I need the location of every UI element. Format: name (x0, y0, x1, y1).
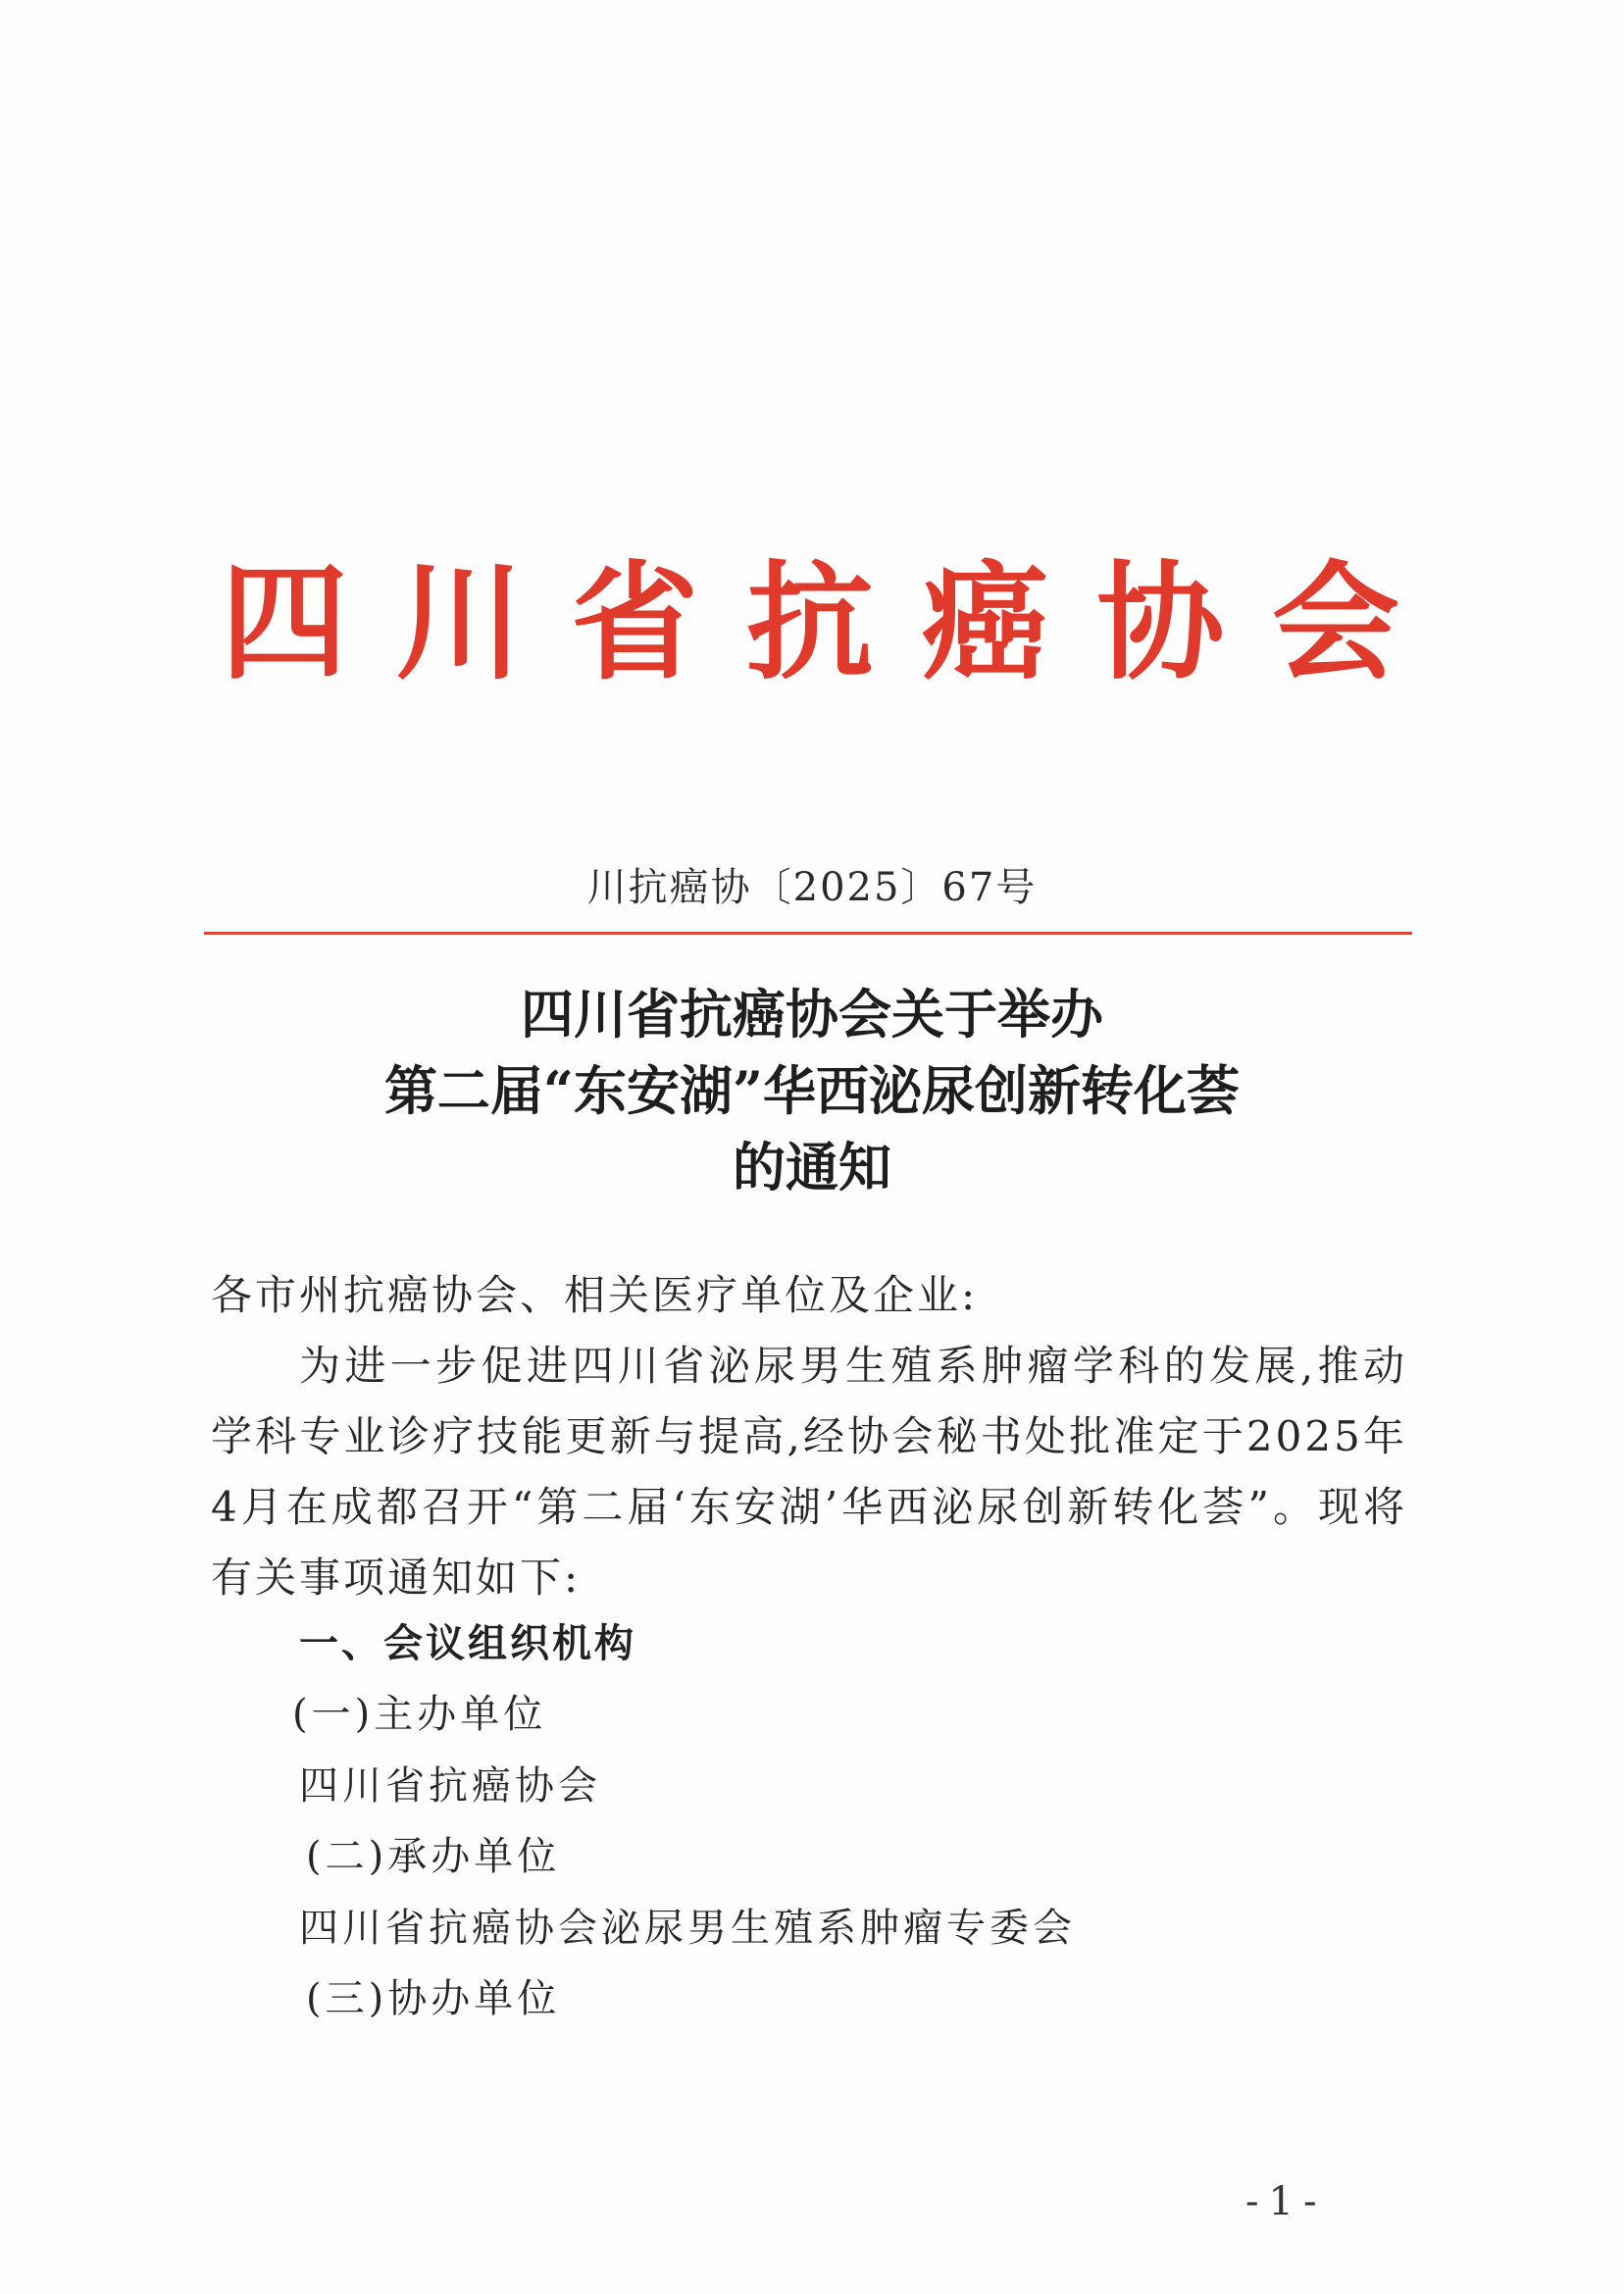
salutation: 各市州抗癌协会、相关医疗单位及企业: (211, 1271, 979, 1319)
co-organizer-label: (三)协办单位 (306, 1976, 561, 2021)
title-line-3: 的通知 (733, 1136, 891, 1198)
intro-paragraph: 为进一步促进四川省泌尿男生殖系肿瘤学科的发展,推动学科专业诊疗技能更新与提高,经协会秘书处批准定于2025年4月在成都召开“第二届‘东安湖’华西泌尿创新转化荟”。现将有关事项通知如下: (211, 1342, 1407, 1602)
title-line-2: 第二届“东安湖”华西泌尿创新转化荟 (383, 1059, 1241, 1122)
organizer-label: (一)主办单位 (292, 1692, 547, 1737)
document-title (0, 976, 1624, 1205)
title-line-1: 四川省抗癌协会关于举办 (521, 983, 1103, 1045)
red-divider-line (204, 932, 1412, 935)
undertaker-label: (二)承办单位 (306, 1834, 561, 1879)
section-heading-organization: 一、会议组织机构 (299, 1621, 636, 1666)
page-number: -1- (1245, 2179, 1327, 2224)
organizer-value: 四川省抗癌协会 (299, 1763, 601, 1809)
letterhead-org-name: 四川省抗癌协会 (221, 548, 1407, 697)
document-number: 川抗癌协〔2025〕67号 (586, 865, 1038, 910)
undertaker-value: 四川省抗癌协会泌尿男生殖系肿瘤专委会 (299, 1906, 1076, 1951)
